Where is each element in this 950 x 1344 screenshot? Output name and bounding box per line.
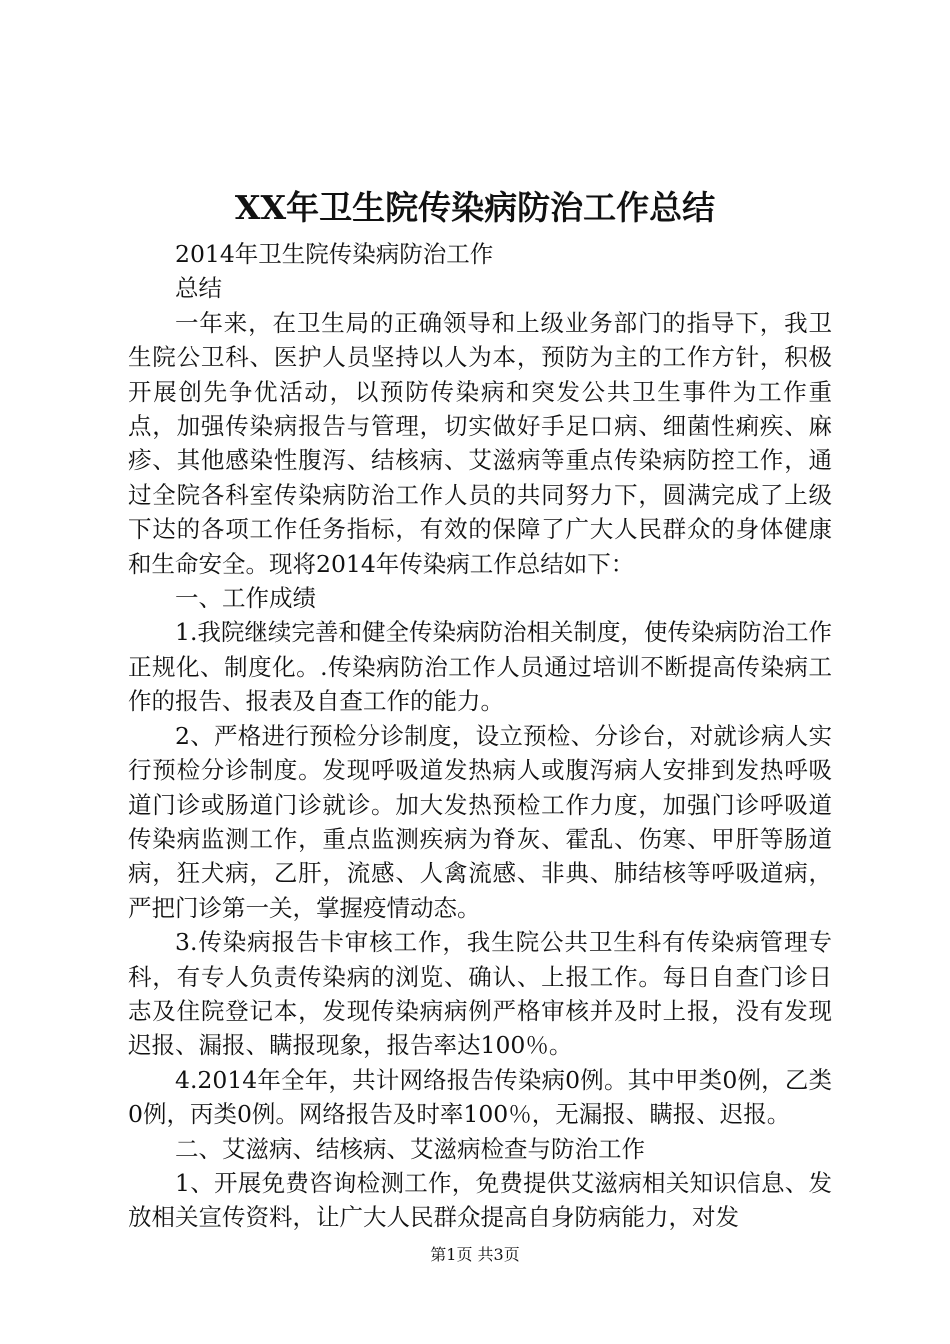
subtitle-line: 总结 [175,274,222,303]
body-paragraph: 1.我院继续完善和健全传染病防治相关制度，使传染病防治工作正规化、制度化。.传染病防治工作人员通过培训不断提高传染病工作的报告、报表及自查工作的能力。 [128,618,832,716]
section-heading: 一、工作成绩 [175,584,316,613]
intro-paragraph: 一年来，在卫生局的正确领导和上级业务部门的指导下，我卫生院公卫科、医护人员坚持以人为本，预防为主的工作方针，积极开展创先争优活动，以预防传染病和突发公共卫生事件为工作重点，加强传染病报告与管理，切实做好手足口病、细菌性痢疾、麻疹、其他感染性腹泻、结核病、艾滋病等重点传染病防控工作，通过全院各科室传染病防治工作人员的共同努力下，圆满完成了上级下达的各项工作任务指标，有效的保障了广大人民群众的身体健康和生命安全。现将2014年传染病工作总结如下： [128,308,832,578]
document-title: XX年卫生院传染病防治工作总结 [234,188,716,227]
document-body [128,237,832,1235]
section-heading: 二、艾滋病、结核病、艾滋病检查与防治工作 [175,1134,645,1163]
body-paragraph: 2、严格进行预检分诊制度，设立预检、分诊台，对就诊病人实行预检分诊制度。发现呼吸道发热病人或腹泻病人安排到发热呼吸道门诊或肠道门诊就诊。加大发热预检工作力度，加强门诊呼吸道传染病监测工作，重点监测疾病为脊灰、霍乱、伤寒、甲肝等肠道病，狂犬病，乙肝，流感、人禽流感、非典、肺结核等呼吸道病，严把门诊第一关，掌握疫情动态。 [128,721,832,922]
body-paragraph: 4.2014年全年，共计网络报告传染病0例。其中甲类0例，乙类0例，丙类0例。网络报告及时率100％，无漏报、瞒报、迟报。 [128,1065,832,1129]
body-paragraph: 3.传染病报告卡审核工作，我生院公共卫生科有传染病管理专科，有专人负责传染病的浏览、确认、上报工作。每日自查门诊日志及住院登记本，发现传染病病例严格审核并及时上报，没有发现迟报、漏报、瞒报现象，报告率达100％。 [128,928,832,1060]
body-paragraph: 1、开展免费咨询检测工作，免费提供艾滋病相关知识信息、发放相关宣传资料，让广大人民群众提高自身防病能力，对发 [128,1168,832,1232]
subtitle-line: 2014年卫生院传染病防治工作 [175,240,494,268]
page-footer: 第1页 共3页 [430,1245,520,1264]
